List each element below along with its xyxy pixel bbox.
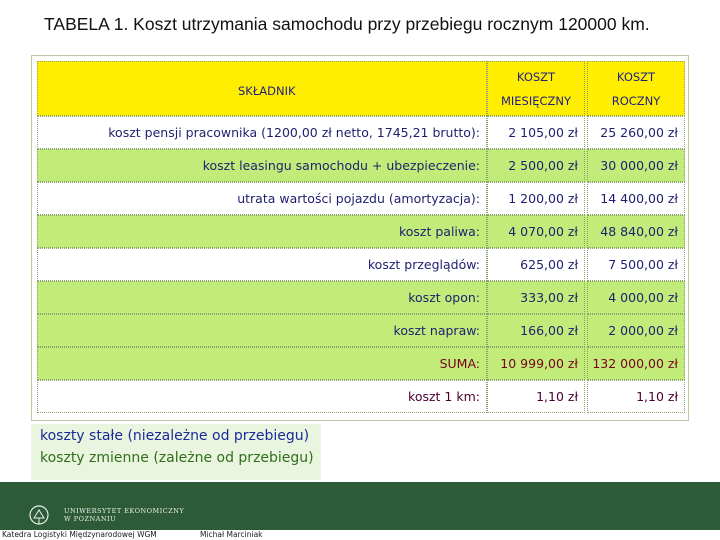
table-row [37,314,685,347]
table-row [37,248,685,281]
row-label: koszt paliwa: [37,215,487,248]
row-monthly: 10 999,00 zł [487,347,585,380]
university-name-line1: UNIWERSYTET EKONOMICZNY [64,507,185,515]
header-component: SKŁADNIK [37,61,487,116]
row-monthly: 2 105,00 zł [487,116,585,149]
row-label: koszt napraw: [37,314,487,347]
row-monthly: 625,00 zł [487,248,585,281]
row-label: koszt 1 km: [37,380,487,413]
row-yearly: 30 000,00 zł [587,149,685,182]
row-yearly: 7 500,00 zł [587,248,685,281]
table-header-row [37,61,685,116]
row-label: koszt przeglądów: [37,248,487,281]
row-label: koszt opon: [37,281,487,314]
footer-credits [0,530,720,540]
row-yearly: 48 840,00 zł [587,215,685,248]
header-monthly [487,61,585,116]
table-row [37,116,685,149]
row-monthly: 333,00 zł [487,281,585,314]
table-row [37,215,685,248]
row-label: SUMA: [37,347,487,380]
footer-department: Katedra Logistyki Międzynarodowej WGM [2,530,157,539]
row-yearly: 25 260,00 zł [587,116,685,149]
university-name-line2: W POZNANIU [64,515,117,523]
row-monthly: 2 500,00 zł [487,149,585,182]
cost-table [31,55,689,421]
row-yearly: 4 000,00 zł [587,281,685,314]
header-monthly-line1: KOSZT [516,69,556,84]
row-label: utrata wartości pojazdu (amortyzacja): [37,182,487,215]
table-row [37,281,685,314]
row-yearly: 14 400,00 zł [587,182,685,215]
table-row [37,182,685,215]
header-yearly-line1: KOSZT [616,69,656,84]
header-monthly-line2: MIESIĘCZNY [500,93,572,108]
table-row-sum [37,347,685,380]
table-row [37,149,685,182]
legend [31,424,321,480]
row-label: koszt pensji pracownika (1200,00 zł netto, 1745,21 brutto): [37,116,487,149]
row-monthly: 166,00 zł [487,314,585,347]
table-row-per-km [37,380,685,413]
university-logo-icon [28,504,50,528]
row-monthly: 1,10 zł [487,380,585,413]
university-name [64,507,184,523]
row-yearly: 132 000,00 zł [587,347,685,380]
header-yearly-line2: ROCZNY [611,93,661,108]
row-monthly: 4 070,00 zł [487,215,585,248]
header-yearly [587,61,685,116]
row-yearly: 2 000,00 zł [587,314,685,347]
footer-author: Michał Marciniak [200,530,263,539]
legend-variable-costs: koszty zmienne (zależne od przebiegu) [40,450,314,466]
legend-fixed-costs: koszty stałe (niezależne od przebiegu) [40,428,310,444]
page-title: TABELA 1. Koszt utrzymania samochodu przy przebiegu rocznym 120000 km. [44,14,650,34]
row-label: koszt leasingu samochodu + ubezpieczenie: [37,149,487,182]
row-yearly: 1,10 zł [587,380,685,413]
row-monthly: 1 200,00 zł [487,182,585,215]
